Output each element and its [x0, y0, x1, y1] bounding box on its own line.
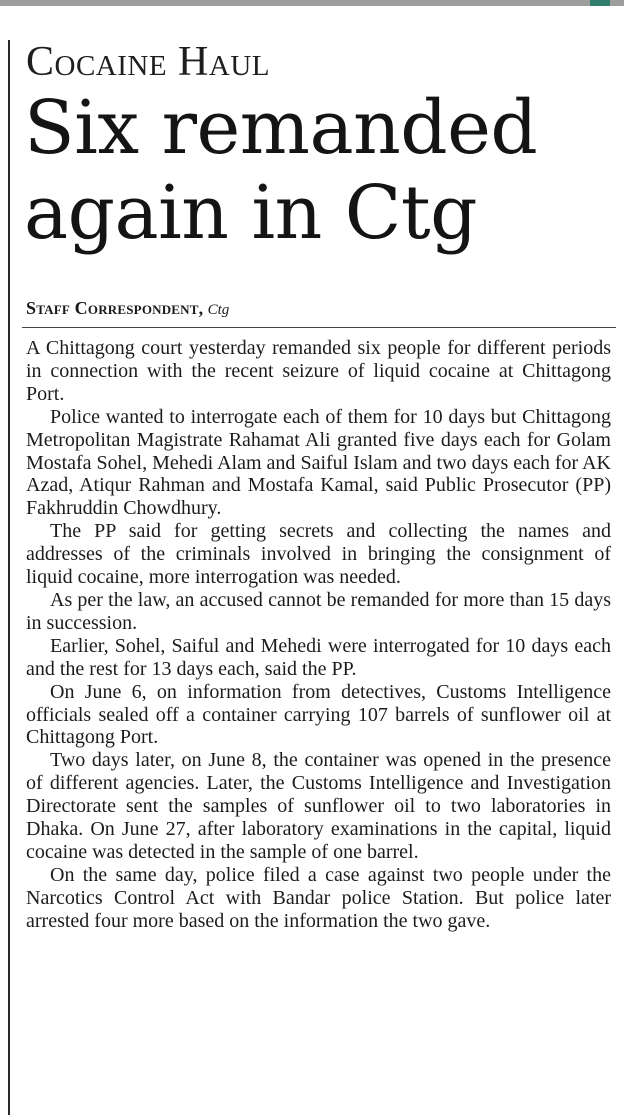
- paragraph: On the same day, police filed a case against two people under the Narcotics Control Act with Bandar police Station. But police later arrested four more based on the information the two gave.: [26, 863, 611, 932]
- byline-rule: [22, 327, 616, 328]
- paragraph: On June 6, on information from detectives, Customs Intelligence officials sealed off a container carrying 107 barrels of sunflower oil at Chittagong Port.: [26, 680, 611, 749]
- paragraph: As per the law, an accused cannot be remanded for more than 15 days in succession.: [26, 588, 611, 634]
- paragraph: The PP said for getting secrets and collecting the names and addresses of the criminals involved in bringing the consignment of liquid cocaine, more interrogation was needed.: [26, 520, 611, 589]
- paragraph: Police wanted to interrogate each of them for 10 days but Chittagong Metropolitan Magistrate Rahamat Ali granted five days each for Golam Mostafa Sohel, Mehedi Alam and Saiful Islam and two days each for AK Azad, Atiqur Rahman and Mostafa Kamal, said Public Prosecutor (PP) Fakhruddin Chowdhury.: [26, 405, 611, 520]
- column-rule: [8, 40, 10, 1115]
- headline-line-2: again in Ctg: [24, 170, 478, 256]
- top-rule: [0, 0, 624, 6]
- article-body: [26, 337, 611, 933]
- kicker: Cocaine Haul: [26, 39, 270, 85]
- paragraph: Earlier, Sohel, Saiful and Mehedi were interrogated for 10 days each and the rest for 13 days each, said the PP.: [26, 634, 611, 680]
- headline: [24, 86, 624, 256]
- paragraph: Two days later, on June 8, the container was opened in the presence of different agencies. Later, the Customs Intelligence and Investigation Directorate sent the samples of sunflower oil to two laboratories in Dhaka. On June 27, after laboratory examinations in the capital, liquid cocaine was detected in the sample of one barrel.: [26, 749, 611, 863]
- paragraph: A Chittagong court yesterday remanded six people for different periods in connection with the recent seizure of liquid cocaine at Chittagong Port.: [26, 337, 611, 405]
- section-color-mark: [590, 0, 610, 6]
- byline-location: Ctg: [207, 302, 230, 318]
- headline-line-1: Six remanded: [24, 85, 538, 171]
- byline: [26, 297, 229, 321]
- byline-name: Staff Correspondent,: [26, 298, 204, 318]
